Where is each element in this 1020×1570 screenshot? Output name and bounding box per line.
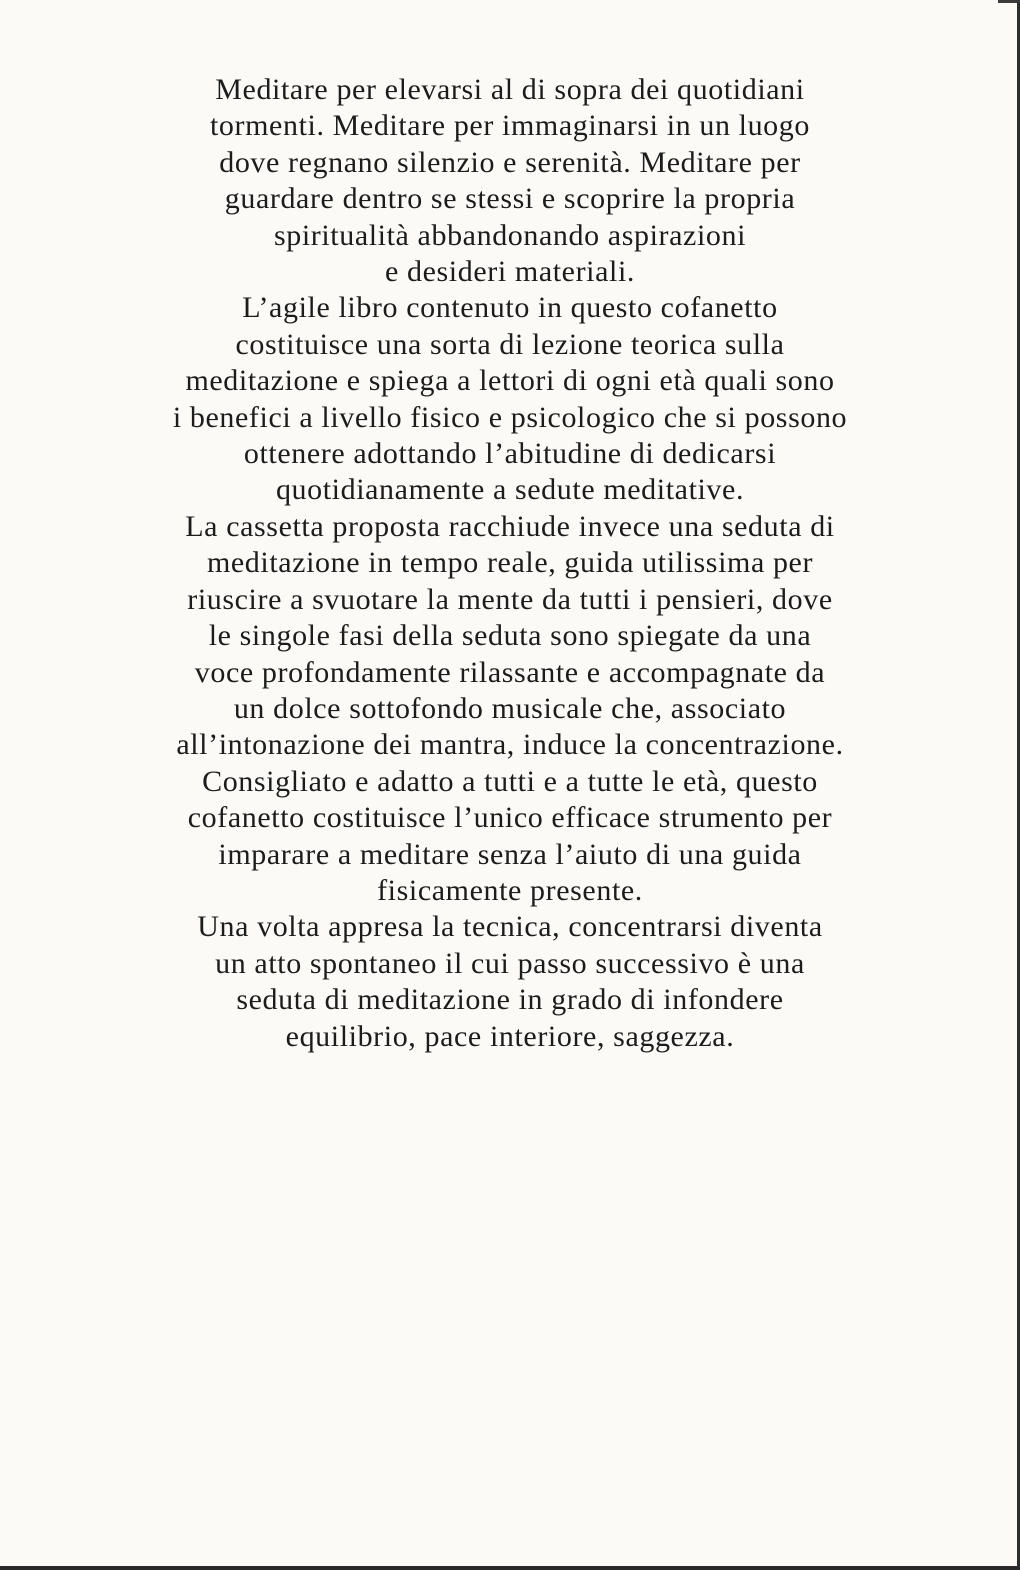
text-line: all’intonazione dei mantra, induce la concentrazione.: [176, 728, 844, 762]
text-line: seduta di meditazione in grado di infondere: [236, 983, 784, 1017]
text-line: Meditare per elevarsi al di sopra dei quotidiani: [215, 73, 805, 106]
text-line: quotidianamente a sedute meditative.: [275, 473, 745, 507]
text-line: dove regnano silenzio e serenità. Meditare per: [219, 145, 801, 179]
text-line: le singole fasi della seduta sono spiegate da una: [208, 619, 812, 653]
text-line: meditazione in tempo reale, guida utilissima per: [206, 546, 814, 580]
text-line: e desideri materiali.: [385, 255, 635, 289]
text-line: ottenere adottando l’abitudine di dedicarsi: [243, 437, 777, 471]
text-line: un atto spontaneo il cui passo successivo è una: [215, 946, 805, 980]
text-line: L’agile libro contenuto in questo cofanetto: [242, 291, 778, 325]
text-line: guardare dentro se stessi e scoprire la propria: [224, 182, 796, 216]
paragraph-1: [60, 72, 960, 290]
text-line: meditazione e spiega a lettori di ogni età quali sono: [185, 364, 835, 398]
text-line: Consigliato e adatto a tutti e a tutte le età, questo: [202, 764, 818, 798]
paragraph-5: [60, 909, 960, 1055]
text-line: cofanetto costituisce l’unico efficace strumento per: [187, 801, 833, 835]
text-line: i benefici a livello fisico e psicologico che si possono: [172, 400, 848, 434]
text-line: fisicamente presente.: [377, 873, 643, 907]
text-line: spiritualità abbandonando aspirazioni: [273, 218, 747, 252]
blurb-text: [60, 72, 960, 1055]
paragraph-4: [60, 764, 960, 910]
text-line: Una volta appresa la tecnica, concentrarsi diventa: [197, 910, 823, 944]
text-line: equilibrio, pace interiore, saggezza.: [285, 1019, 735, 1053]
corner-mark: [998, 0, 1020, 3]
text-line: riuscire a svuotare la mente da tutti i pensieri, dove: [187, 582, 833, 616]
text-line: tormenti. Meditare per immaginarsi in un luogo: [210, 109, 810, 143]
text-line: La cassetta proposta racchiude invece una seduta di: [185, 509, 835, 543]
paragraph-3: [60, 509, 960, 764]
paragraph-2: [60, 290, 960, 508]
text-line: imparare a meditare senza l’aiuto di una guida: [218, 837, 802, 871]
text-line: costituisce una sorta di lezione teorica sulla: [235, 327, 785, 361]
page-edge-bottom: [0, 1566, 1020, 1570]
text-line: voce profondamente rilassante e accompagnate da: [194, 655, 826, 689]
text-line: un dolce sottofondo musicale che, associato: [233, 691, 787, 725]
